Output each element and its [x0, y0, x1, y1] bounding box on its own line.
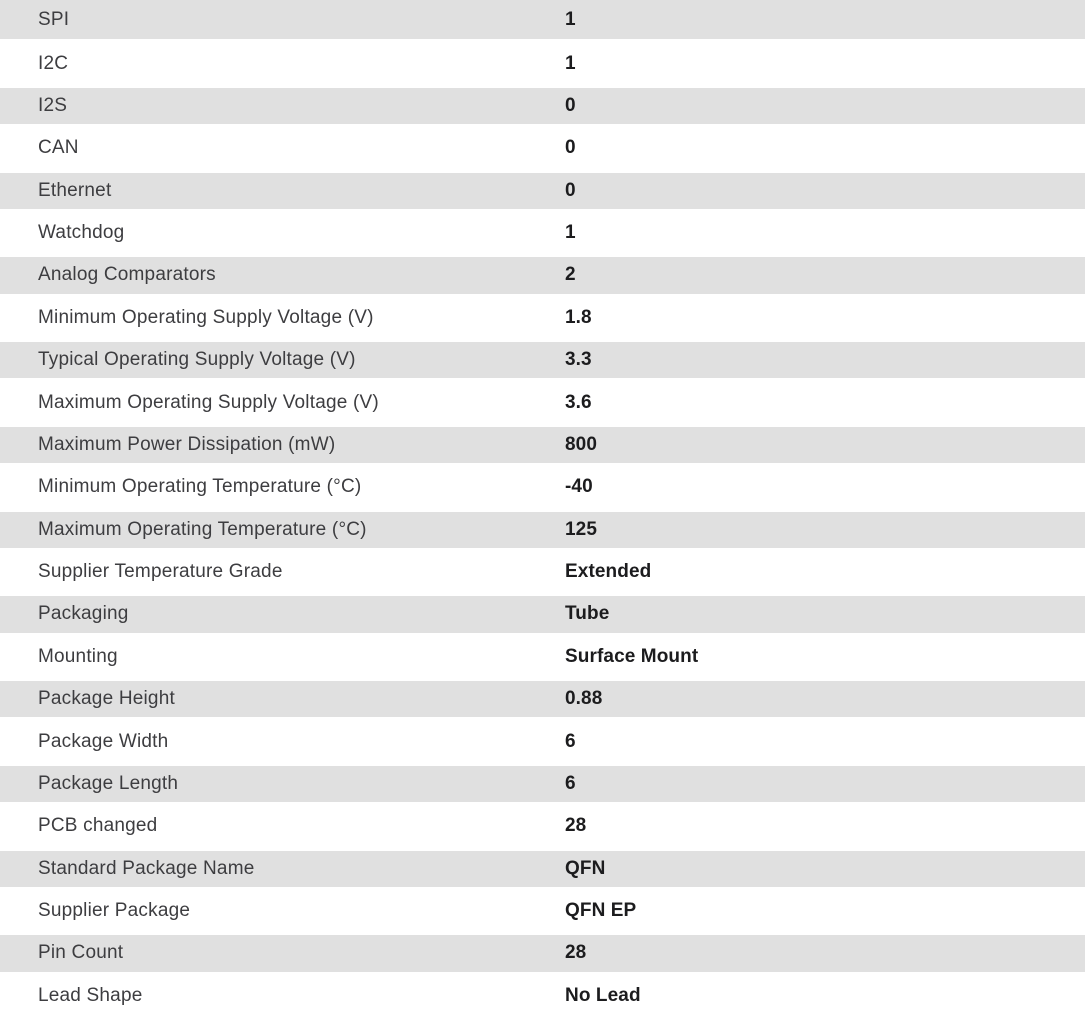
row-label: Packaging — [38, 603, 129, 625]
row-label: Mounting — [38, 645, 118, 667]
table-row — [0, 678, 1085, 720]
row-value: No Lead — [565, 984, 641, 1006]
row-label: Supplier Package — [38, 900, 191, 922]
table-row — [0, 381, 1085, 423]
row-value: 3.6 — [565, 391, 592, 413]
row-value: Surface Mount — [565, 645, 699, 667]
row-label: Analog Comparators — [38, 264, 216, 286]
row-label: Standard Package Name — [38, 857, 255, 879]
table-row — [0, 42, 1085, 84]
row-value: 1.8 — [565, 306, 592, 328]
table-row — [0, 509, 1085, 551]
row-value: 800 — [565, 433, 598, 455]
table-row — [0, 0, 1085, 42]
row-value: 1 — [565, 8, 576, 30]
table-row — [0, 212, 1085, 254]
row-value: 3.3 — [565, 349, 592, 371]
table-row — [0, 805, 1085, 847]
table-row — [0, 551, 1085, 593]
table-row — [0, 85, 1085, 127]
row-value: 28 — [565, 942, 587, 964]
table-row — [0, 890, 1085, 932]
row-label: Maximum Operating Temperature (°C) — [38, 518, 367, 540]
row-label: Ethernet — [38, 179, 112, 201]
table-row — [0, 170, 1085, 212]
table-row — [0, 636, 1085, 678]
row-value: 1 — [565, 222, 576, 244]
row-value: 0 — [565, 94, 576, 116]
row-value: -40 — [565, 476, 593, 498]
row-label: Minimum Operating Temperature (°C) — [38, 476, 362, 498]
row-value: QFN EP — [565, 900, 637, 922]
row-label: Minimum Operating Supply Voltage (V) — [38, 306, 374, 328]
row-value: 2 — [565, 264, 576, 286]
table-row — [0, 763, 1085, 805]
row-label: PCB changed — [38, 815, 158, 837]
row-value: 0.88 — [565, 688, 603, 710]
table-row — [0, 127, 1085, 169]
row-label: Maximum Power Dissipation (mW) — [38, 433, 336, 455]
table-row — [0, 339, 1085, 381]
row-value: 0 — [565, 137, 576, 159]
row-value: 6 — [565, 730, 576, 752]
row-value: Extended — [565, 561, 652, 583]
row-label: Pin Count — [38, 942, 124, 964]
row-value: 28 — [565, 815, 587, 837]
row-label: Maximum Operating Supply Voltage (V) — [38, 391, 379, 413]
row-label: SPI — [38, 8, 70, 30]
row-label: Lead Shape — [38, 984, 143, 1006]
row-value: Tube — [565, 603, 610, 625]
row-value: 125 — [565, 518, 598, 540]
row-label: CAN — [38, 137, 79, 159]
row-label: Package Length — [38, 772, 179, 794]
table-row — [0, 932, 1085, 974]
table-row — [0, 848, 1085, 890]
table-row — [0, 593, 1085, 635]
row-value: QFN — [565, 857, 606, 879]
table-row — [0, 466, 1085, 508]
row-label: Supplier Temperature Grade — [38, 561, 283, 583]
row-label: I2C — [38, 52, 69, 74]
table-row — [0, 975, 1085, 1017]
row-label: Typical Operating Supply Voltage (V) — [38, 349, 356, 371]
row-value: 6 — [565, 772, 576, 794]
row-value: 1 — [565, 52, 576, 74]
row-label: Package Height — [38, 688, 175, 710]
table-row — [0, 297, 1085, 339]
row-label: Package Width — [38, 730, 169, 752]
row-value: 0 — [565, 179, 576, 201]
row-label: Watchdog — [38, 222, 125, 244]
table-row — [0, 720, 1085, 762]
row-label: I2S — [38, 94, 68, 116]
table-row — [0, 254, 1085, 296]
table-row — [0, 424, 1085, 466]
